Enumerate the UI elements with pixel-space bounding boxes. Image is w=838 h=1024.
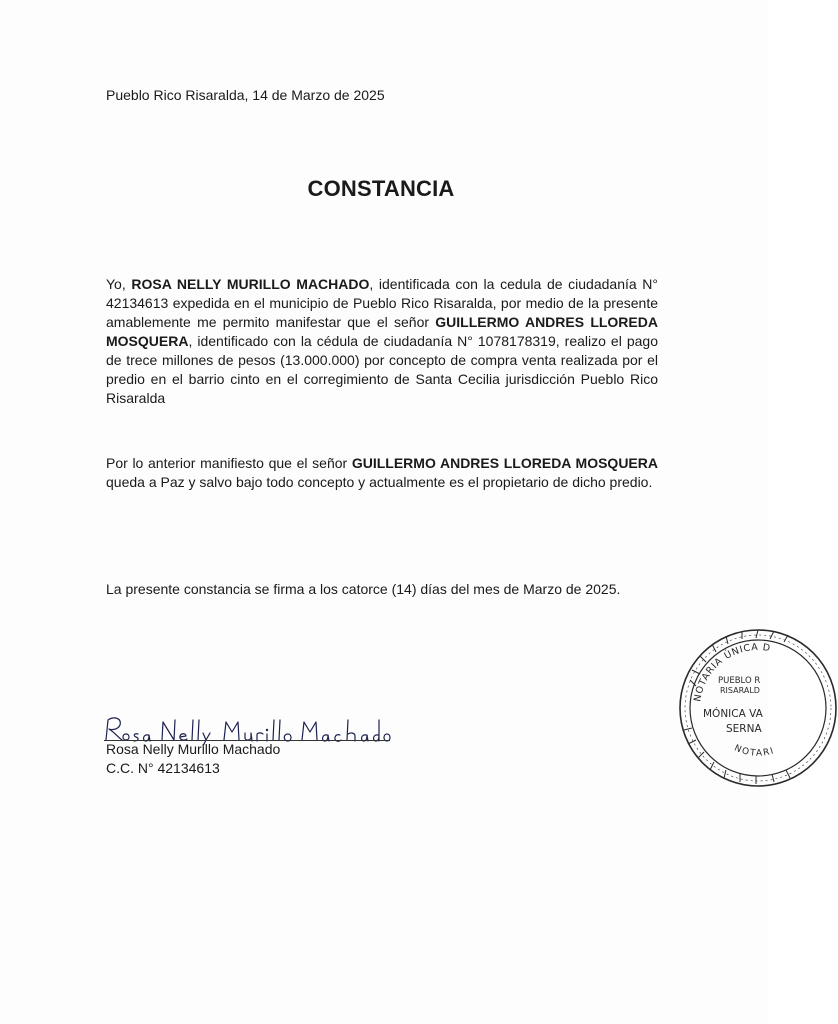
p1-text-1: Yo, [106, 276, 132, 292]
stamp-arc-top: NOTARIA ÚNICA D [692, 641, 772, 703]
stamp-department: RISARALD [720, 686, 760, 695]
p2-text-1: Por lo anterior manifiesto que el señor [106, 455, 352, 471]
paragraph-declaration [106, 275, 658, 408]
stamp-arc-bottom: NOTARI [732, 743, 777, 759]
signer-name: Rosa Nelly Murillo Machado [106, 741, 281, 757]
stamp-notary-name: MÓNICA VA [703, 708, 763, 720]
buyer-name: GUILLERMO ANDRES LLOREDA MOSQUERA [106, 314, 658, 349]
declarant-name: ROSA NELLY MURILLO MACHADO [131, 276, 370, 292]
paragraph-release [106, 454, 658, 492]
buyer-name-2: GUILLERMO ANDRES LLOREDA MOSQUERA [351, 455, 658, 471]
stamp-town: PUEBLO R [718, 676, 761, 686]
document-title-text: CONSTANCIA [307, 176, 455, 201]
p2-text-2: queda a Paz y salvo bajo todo concepto y actualmente es el propietario de dicho predio. [106, 474, 653, 490]
stamp-notary-surname: SERNA [726, 723, 762, 735]
document-title [0, 176, 768, 202]
paragraph-signing: La presente constancia se firma a los catorce (14) días del mes de Marzo de 2025. [106, 581, 621, 597]
signer-id: C.C. N° 42134613 [106, 760, 220, 776]
p1-text-2: , identificada con la cedula de ciudadanía N° 42134613 expedida en el municipio de Pueblo Rico Risaralda, por medio de la presente amablemente me permito manifestar que el señor [106, 276, 658, 330]
p1-text-3: , identificado con la cédula de ciudadanía N° 1078178319, realizo el pago de trece millones de pesos (13.000.000) por concepto de compra venta realizada por el predio en el barrio cinto en el corregimiento de Santa Cecilia jurisdicción Pueblo Rico Risaralda [106, 333, 658, 406]
place-date: Pueblo Rico Risaralda, 14 de Marzo de 2025 [106, 87, 385, 103]
